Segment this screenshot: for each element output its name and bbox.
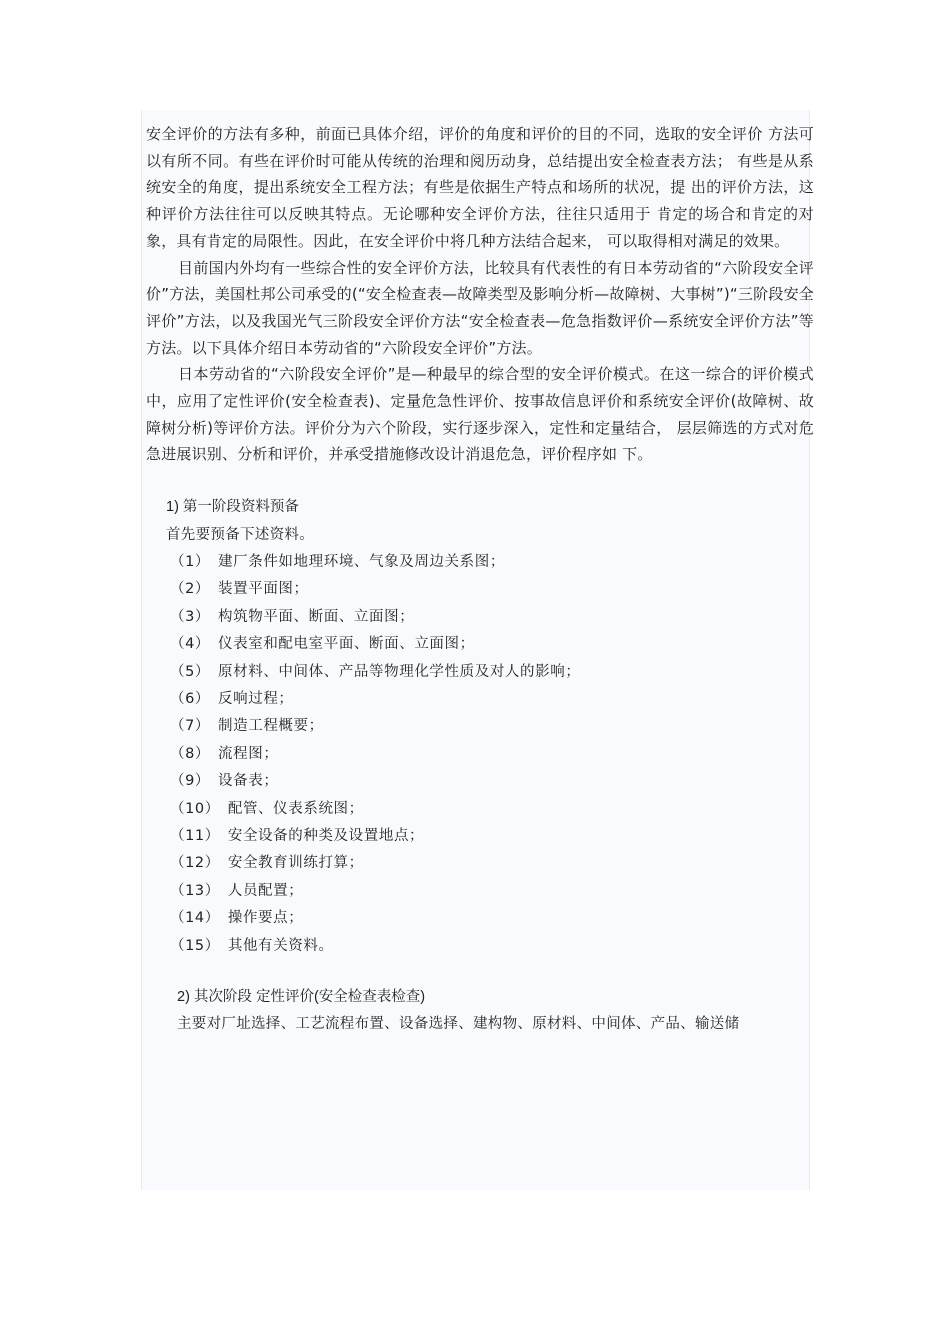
list-item-text: 人员配置；	[227, 882, 304, 899]
list-item-number: （8）	[170, 745, 211, 762]
list-item	[170, 576, 814, 603]
list-item-text: 制造工程概要；	[218, 718, 324, 735]
list-item-number: （7）	[170, 718, 211, 735]
list-item	[170, 933, 814, 960]
list-item	[170, 686, 814, 713]
list-item-number: （4）	[170, 636, 211, 653]
list-item-text: 构筑物平面、断面、立面图；	[218, 608, 415, 625]
list-item-number: （2）	[170, 581, 211, 598]
list-item-text: 建厂条件如地理环境、气象及周边关系图；	[218, 553, 505, 570]
list-item-text: 反响过程；	[218, 690, 294, 707]
list-item	[170, 604, 814, 631]
list-item	[170, 631, 814, 658]
stage2-text: 主要对厂址选择、工艺流程布置、设备选择、建构物、原材料、中间体、产品、输送储	[177, 1016, 740, 1033]
list-item-number: （12）	[170, 855, 220, 872]
list-item-number: （9）	[170, 773, 211, 790]
paragraph-six-stage: 日本劳动省的“六阶段安全评价”是—种最早的综合型的安全评价模式。在这一综合的评价模式中，应用了定性评价(安全检查表)、定量危急性评价、按事故信息评价和系统安全评价(故障树、故障树分析)等评价方法。评价分为六个阶段，实行逐步深入，定性和定量结合， 层层筛选的方式对危急进展识别、分析和评价，并承受措施修改设计消退危急，评价程序如 下。	[146, 365, 814, 464]
list-item-number: （11）	[170, 828, 220, 845]
list-item-text: 安全教育训练打算；	[227, 855, 364, 872]
list-item-number: （13）	[170, 882, 220, 899]
list-item	[170, 768, 814, 795]
list-item-number: （5）	[170, 663, 211, 680]
list-item-number: （3）	[170, 608, 211, 625]
stage1-section	[166, 494, 814, 960]
list-item	[170, 549, 814, 576]
list-item-text: 安全设备的种类及设置地点；	[227, 828, 425, 845]
stage1-intro: 首先要预备下述资料。	[166, 526, 314, 543]
stage1-materials-list	[166, 549, 814, 960]
list-item-text: 装置平面图；	[218, 581, 309, 598]
list-item	[170, 823, 814, 850]
list-item-text: 操作要点；	[227, 910, 304, 927]
list-item-number: （14）	[170, 910, 220, 927]
list-item	[170, 905, 814, 932]
stage2-title: 2) 其次阶段 定性评价(安全检查表检查)	[177, 989, 426, 1006]
stage1-title: 1) 第一阶段资料预备	[166, 499, 299, 516]
document-body	[146, 121, 814, 1039]
list-item-number: （6）	[170, 690, 211, 707]
list-item-text: 流程图；	[218, 745, 279, 762]
list-item-number: （10）	[170, 800, 220, 817]
list-item-text: 设备表；	[218, 773, 279, 790]
list-item	[170, 850, 814, 877]
list-item-text: 仪表室和配电室平面、断面、立面图；	[218, 636, 475, 653]
stage2-section	[177, 984, 814, 1039]
list-item-number: （1）	[170, 553, 211, 570]
list-item-number: （15）	[170, 937, 220, 954]
paragraph-comprehensive-methods: 目前国内外均有一些综合性的安全评价方法，比较具有代表性的有日本劳动省的“六阶段安全评价”方法，美国杜邦公司承受的(“安全检查表—故障类型及影响分析—故障树、大事树”)“三阶段安全评价”方法，以及我国光气三阶段安全评价方法“安全检查表—危急指数评价—系统安全评价方法”等方法。以下具体介绍日本劳动省的“六阶段安全评价”方法。	[146, 258, 814, 357]
list-item	[170, 741, 814, 768]
list-item	[170, 659, 814, 686]
paragraph-intro: 安全评价的方法有多种，前面已具体介绍，评价的角度和评价的目的不同，选取的安全评价 方法可以有所不同。有些在评价时可能从传统的治理和阅历动身，总结提出安全检查表方法； 有些是从系统安全的角度，提出系统安全工程方法；有些是依据生产特点和场所的状况，提 出的评价方法，这种评价方法往往可以反映其特点。无论哪种安全评价方法，往往只适用于 肯定的场合和肯定的对象，具有肯定的局限性。因此，在安全评价中将几种方法结合起来， 可以取得相对满足的效果。	[146, 125, 814, 250]
list-item-text: 原材料、中间体、产品等物理化学性质及对人的影响；	[218, 663, 581, 680]
list-item	[170, 713, 814, 740]
list-item	[170, 796, 814, 823]
list-item-text: 配管、仪表系统图；	[227, 800, 364, 817]
list-item	[170, 878, 814, 905]
list-item-text: 其他有关资料。	[227, 937, 334, 954]
